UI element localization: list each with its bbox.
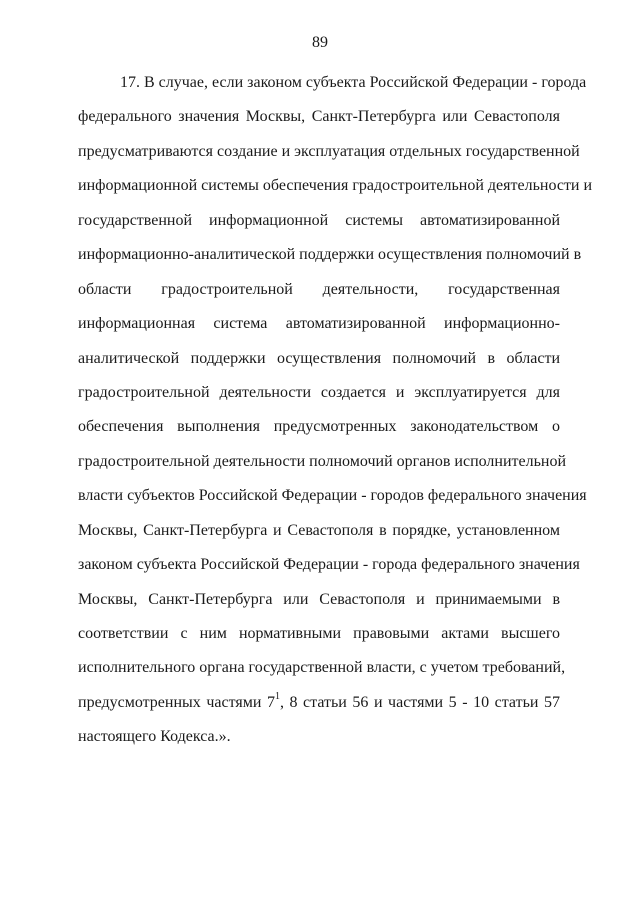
line-text-after-superscript: , 8 статьи 56 и частями 5 - 10 статьи 57: [279, 693, 560, 711]
paragraph-line: государственной информационной системы автоматизированной: [78, 211, 560, 229]
document-paragraph: [78, 66, 593, 755]
paragraph-line: соответствии с ним нормативными правовыми актами высшего: [78, 625, 560, 642]
superscript-marker: 1: [274, 690, 280, 702]
paragraph-last-line: настоящего Кодекса.».: [78, 728, 231, 746]
line-text-before-superscript: предусмотренных частями 7: [78, 693, 275, 711]
paragraph-line-with-superscript: [78, 686, 560, 720]
paragraph-line: градостроительной деятельности полномочий органов исполнительной: [78, 452, 567, 470]
paragraph-line: исполнительного органа государственной власти, с учетом требований,: [78, 659, 566, 677]
paragraph-line: аналитической поддержки осуществления полномочий в области: [78, 349, 560, 367]
paragraph-line: федерального значения Москвы, Санкт-Петербурга или Севастополя: [78, 108, 560, 126]
paragraph-line: информационная система автоматизированной информационно-: [78, 315, 560, 333]
paragraph-line: предусматриваются создание и эксплуатация отдельных государственной: [78, 142, 580, 160]
paragraph-line: обеспечения выполнения предусмотренных законодательством о: [78, 418, 560, 436]
paragraph-line: информационной системы обеспечения градостроительной деятельности и: [78, 177, 593, 195]
paragraph-line: Москвы, Санкт-Петербурга и Севастополя в порядке, установленном: [78, 521, 560, 539]
paragraph-line: законом субъекта Российской Федерации - города федерального значения: [78, 556, 580, 574]
paragraph-line: градостроительной деятельности создается и эксплуатируется для: [78, 383, 560, 401]
paragraph-line: власти субъектов Российской Федерации - городов федерального значения: [78, 487, 587, 505]
page-number: 89: [312, 34, 328, 51]
paragraph-line: Москвы, Санкт-Петербурга или Севастополя и принимаемыми в: [78, 590, 560, 608]
paragraph-line: информационно-аналитической поддержки осуществления полномочий в: [78, 246, 582, 264]
paragraph-line: 17. В случае, если законом субъекта Российской Федерации - города: [120, 74, 587, 91]
paragraph-line: области градостроительной деятельности, государственная: [78, 280, 560, 298]
